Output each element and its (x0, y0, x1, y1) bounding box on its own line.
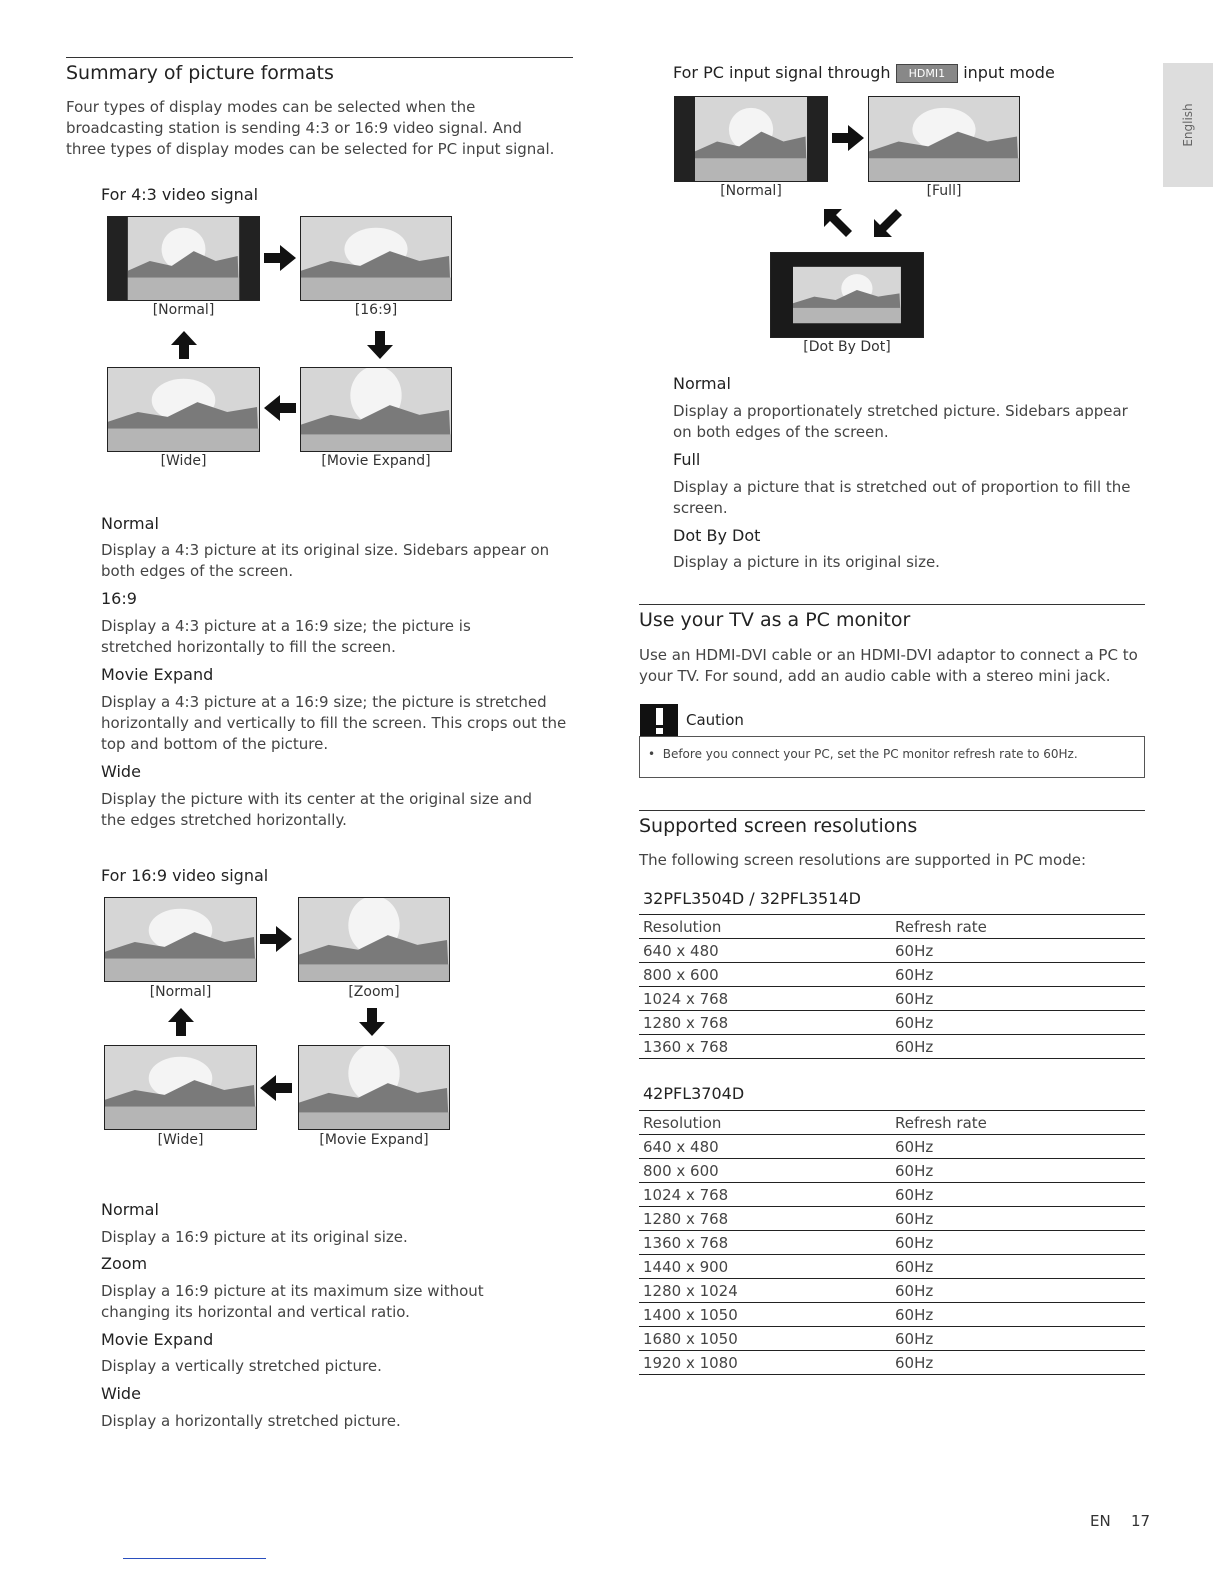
sig169-heading: For 16:9 video signal (101, 866, 269, 885)
screen-wide (107, 367, 260, 452)
desc-movie-expand: Display a 4:3 picture at a 16:9 size; the picture is stretched horizontally and vertically to fill the screen. This crops out the top and bottom of the picture. (101, 693, 567, 753)
arrow-right-icon (830, 123, 866, 153)
caution-label: Caution (686, 711, 744, 729)
resolution-cell: 800 x 600 (639, 963, 891, 987)
table-row (639, 1135, 1145, 1159)
screen-pc-dot-by-dot (770, 252, 924, 338)
screen-movie-expand-169 (298, 1045, 450, 1130)
pc-heading-pre: For PC input signal through (673, 63, 891, 82)
term-pc-dot-by-dot: Dot By Dot (673, 526, 761, 545)
resolution-cell: 1440 x 900 (639, 1255, 891, 1279)
desc-zoom: Display a 16:9 picture at its maximum size without changing its horizontal and vertical ratio. (101, 1282, 484, 1321)
arrow-left-icon (258, 1073, 294, 1103)
screen-zoom (298, 897, 450, 982)
caption-movie-expand: [Movie Expand] (321, 453, 431, 469)
caption-normal: [Normal] (152, 302, 215, 318)
screen-pc-full (868, 96, 1020, 182)
table-header (639, 915, 1145, 939)
arrow-down-icon (357, 1006, 387, 1038)
col-refresh-rate: Refresh rate (891, 915, 1145, 939)
pc-heading-post: input mode (963, 63, 1055, 82)
term-wide: Wide (101, 762, 141, 781)
arrow-up-icon (166, 1006, 196, 1038)
desc-pc-dot-by-dot: Display a picture in its original size. (673, 553, 940, 571)
table-row (639, 1207, 1145, 1231)
refresh-rate-cell: 60Hz (891, 1135, 1145, 1159)
refresh-rate-cell: 60Hz (891, 1327, 1145, 1351)
model-heading-2: 42PFL3704D (643, 1084, 745, 1103)
desc-16-9: Display a 4:3 picture at a 16:9 size; the picture is stretched horizontally to fill the screen. (101, 617, 471, 656)
table-row (639, 1327, 1145, 1351)
term-movie-expand-169: Movie Expand (101, 1330, 214, 1349)
resolution-cell: 640 x 480 (639, 939, 891, 963)
refresh-rate-cell: 60Hz (891, 987, 1145, 1011)
refresh-rate-cell: 60Hz (891, 1011, 1145, 1035)
section-rule (639, 604, 1145, 605)
table-row (639, 1303, 1145, 1327)
resolution-cell: 1360 x 768 (639, 1035, 891, 1059)
page-number: 17 (1131, 1512, 1151, 1530)
screen-normal-169 (104, 897, 257, 982)
arrow-right-icon (262, 243, 298, 273)
screen-normal-43 (107, 216, 260, 301)
col-resolution: Resolution (639, 915, 891, 939)
refresh-rate-cell: 60Hz (891, 1303, 1145, 1327)
monitor-title: Use your TV as a PC monitor (639, 609, 911, 631)
table-row (639, 1011, 1145, 1035)
arrow-right-icon (258, 924, 294, 954)
table-row (639, 1159, 1145, 1183)
arrow-up-left-icon (820, 205, 854, 241)
col-refresh-rate: Refresh rate (891, 1111, 1145, 1135)
resolution-cell: 1360 x 768 (639, 1231, 891, 1255)
term-pc-full: Full (673, 450, 701, 469)
arrow-down-icon (365, 329, 395, 361)
refresh-rate-cell: 60Hz (891, 1035, 1145, 1059)
term-zoom: Zoom (101, 1254, 148, 1273)
resolutions-title: Supported screen resolutions (639, 815, 918, 837)
caption-16-9: [16:9] (354, 302, 398, 318)
refresh-rate-cell: 60Hz (891, 1255, 1145, 1279)
caption-movie-expand-169: [Movie Expand] (319, 1132, 429, 1148)
caption-pc-normal: [Normal] (720, 183, 782, 199)
side-tab-label: English (1181, 103, 1195, 147)
term-normal: Normal (101, 514, 159, 533)
col-resolution: Resolution (639, 1111, 891, 1135)
resolution-cell: 1024 x 768 (639, 987, 891, 1011)
arrow-up-icon (169, 329, 199, 361)
term-movie-expand: Movie Expand (101, 665, 214, 684)
table-row (639, 1035, 1145, 1059)
caution-text: • Before you connect your PC, set the PC monitor refresh rate to 60Hz. (648, 747, 1078, 761)
resolution-cell: 1024 x 768 (639, 1183, 891, 1207)
caution-text-body: Before you connect your PC, set the PC monitor refresh rate to 60Hz. (662, 747, 1078, 761)
screen-16-9 (300, 216, 452, 301)
arrow-down-left-icon (870, 205, 904, 241)
table-row (639, 939, 1145, 963)
bottom-link-rule (123, 1558, 266, 1559)
caption-pc-dot-by-dot: [Dot By Dot] (803, 339, 891, 355)
table-row (639, 1279, 1145, 1303)
footer-lang: EN (1090, 1512, 1111, 1530)
hdmi1-key: HDMI1 (896, 64, 958, 83)
resolution-cell: 1400 x 1050 (639, 1303, 891, 1327)
caption-zoom: [Zoom] (348, 984, 400, 1000)
section-rule (639, 810, 1145, 811)
resolution-cell: 1280 x 1024 (639, 1279, 891, 1303)
resolution-cell: 640 x 480 (639, 1135, 891, 1159)
caution-icon (640, 704, 678, 737)
desc-normal-169: Display a 16:9 picture at its original size. (101, 1228, 408, 1246)
desc-wide-169: Display a horizontally stretched picture. (101, 1412, 401, 1430)
table-header (639, 1111, 1145, 1135)
table-row (639, 1231, 1145, 1255)
screen-wide-169 (104, 1045, 257, 1130)
caption-wide-169: [Wide] (157, 1132, 204, 1148)
desc-normal: Display a 4:3 picture at its original size. Sidebars appear on both edges of the screen. (101, 541, 550, 580)
model-heading-1: 32PFL3504D / 32PFL3514D (643, 889, 861, 908)
caption-wide: [Wide] (160, 453, 207, 469)
refresh-rate-cell: 60Hz (891, 1159, 1145, 1183)
caption-pc-full: [Full] (926, 183, 962, 199)
desc-pc-normal: Display a proportionately stretched picture. Sidebars appear on both edges of the screen. (673, 402, 1128, 441)
caption-normal-169: [Normal] (149, 984, 212, 1000)
screen-pc-normal (674, 96, 828, 182)
resolutions-intro: The following screen resolutions are supported in PC mode: (639, 851, 1087, 869)
term-wide-169: Wide (101, 1384, 141, 1403)
desc-movie-expand-169: Display a vertically stretched picture. (101, 1357, 382, 1375)
term-16-9: 16:9 (101, 589, 137, 608)
pc-heading (673, 63, 1055, 83)
resolution-cell: 1280 x 768 (639, 1011, 891, 1035)
resolution-table-1 (639, 914, 1145, 1059)
language-side-tab (1163, 63, 1213, 187)
refresh-rate-cell: 60Hz (891, 939, 1145, 963)
intro-paragraph: Four types of display modes can be selected when the broadcasting station is sending 4:3 or 16:9 video signal. And three types of display modes can be selected for PC input signal. (66, 98, 555, 158)
section-title: Summary of picture formats (66, 62, 334, 84)
arrow-left-icon (262, 393, 298, 423)
table-row (639, 1255, 1145, 1279)
refresh-rate-cell: 60Hz (891, 1279, 1145, 1303)
desc-wide: Display the picture with its center at the original size and the edges stretched horizontally. (101, 790, 532, 829)
term-normal-169: Normal (101, 1200, 159, 1219)
table-row (639, 1351, 1145, 1375)
table-row (639, 963, 1145, 987)
resolution-cell: 1280 x 768 (639, 1207, 891, 1231)
sig43-heading: For 4:3 video signal (101, 185, 259, 204)
resolution-cell: 800 x 600 (639, 1159, 891, 1183)
term-pc-normal: Normal (673, 374, 731, 393)
screen-movie-expand (300, 367, 452, 452)
resolution-cell: 1680 x 1050 (639, 1327, 891, 1351)
resolution-cell: 1920 x 1080 (639, 1351, 891, 1375)
section-rule (66, 57, 573, 58)
caution-box (639, 736, 1145, 778)
resolution-table-2 (639, 1110, 1145, 1375)
refresh-rate-cell: 60Hz (891, 1183, 1145, 1207)
desc-pc-full: Display a picture that is stretched out of proportion to fill the screen. (673, 478, 1131, 517)
refresh-rate-cell: 60Hz (891, 1351, 1145, 1375)
refresh-rate-cell: 60Hz (891, 1231, 1145, 1255)
refresh-rate-cell: 60Hz (891, 1207, 1145, 1231)
table-row (639, 1183, 1145, 1207)
monitor-body: Use an HDMI-DVI cable or an HDMI-DVI adaptor to connect a PC to your TV. For sound, add an audio cable with a stereo mini jack. (639, 646, 1138, 685)
refresh-rate-cell: 60Hz (891, 963, 1145, 987)
table-row (639, 987, 1145, 1011)
